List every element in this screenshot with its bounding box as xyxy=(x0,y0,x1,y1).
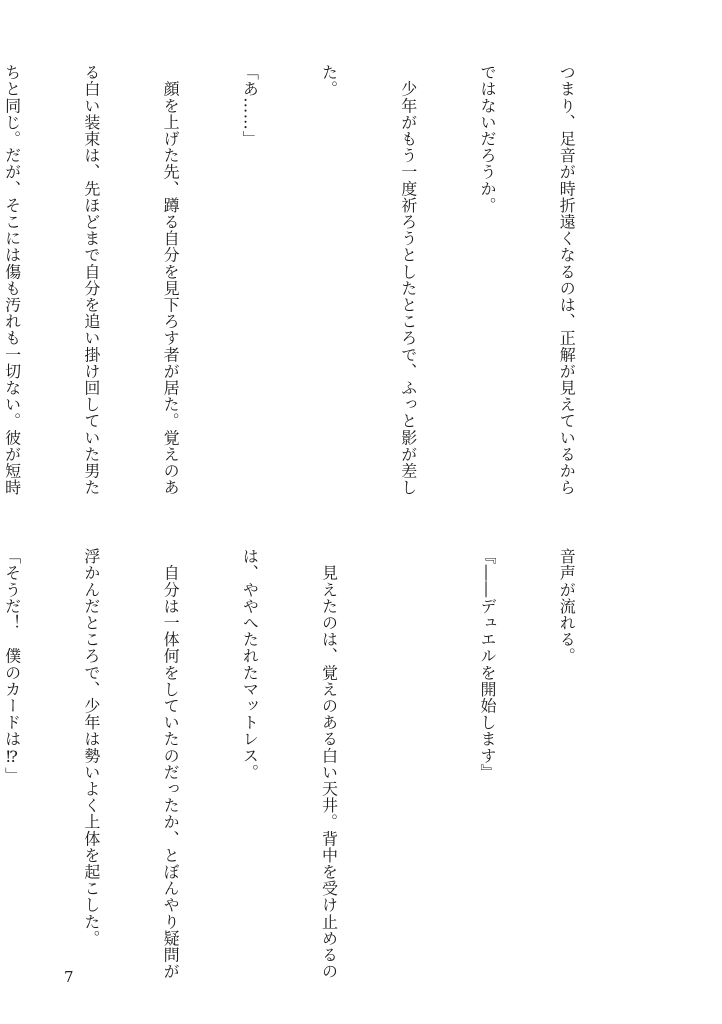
text-line: 音声が流れる。 xyxy=(557,548,577,665)
text-line: 浮かんだところで、少年は勢いよく上体を起こした。 xyxy=(81,548,101,947)
text-line: た。 xyxy=(319,64,339,98)
text-line: 見えたのは、覚えのある白い天井。背中を受け止めるの xyxy=(319,548,339,980)
text-block-upper xyxy=(2,64,632,496)
text-line: ではないだろうか。 xyxy=(477,64,497,214)
page-number: 7 xyxy=(64,968,74,986)
text-line: る白い装束は、先ほどまで自分を追い掛け回していた男た xyxy=(81,64,101,496)
text-line: 「あ……」 xyxy=(240,64,260,147)
text-line: 「そうだ！ 僕のカードは⁉」 xyxy=(2,548,22,784)
text-block-lower xyxy=(2,548,632,980)
blank-line xyxy=(394,548,420,948)
text-line: は、ややへたれたマットレス。 xyxy=(240,548,260,781)
text-line: 『――デュエルを開始します』 xyxy=(477,548,497,781)
text-line: ちと同じ。だが、そこには傷も汚れも一切ない。彼が短時 xyxy=(2,64,22,496)
text-line: 顔を上げた先、蹲る自分を見下ろす者が居た。覚えのあ xyxy=(161,64,181,496)
text-line: 自分は一体何をしていたのだったか、とぼんやり疑問が xyxy=(161,548,181,980)
text-line: 少年がもう一度祈ろうとしたところで、ふっと影が差し xyxy=(398,64,418,496)
text-line: つまり、足音が時折遠くなるのは、正解が見えているから xyxy=(557,64,577,496)
